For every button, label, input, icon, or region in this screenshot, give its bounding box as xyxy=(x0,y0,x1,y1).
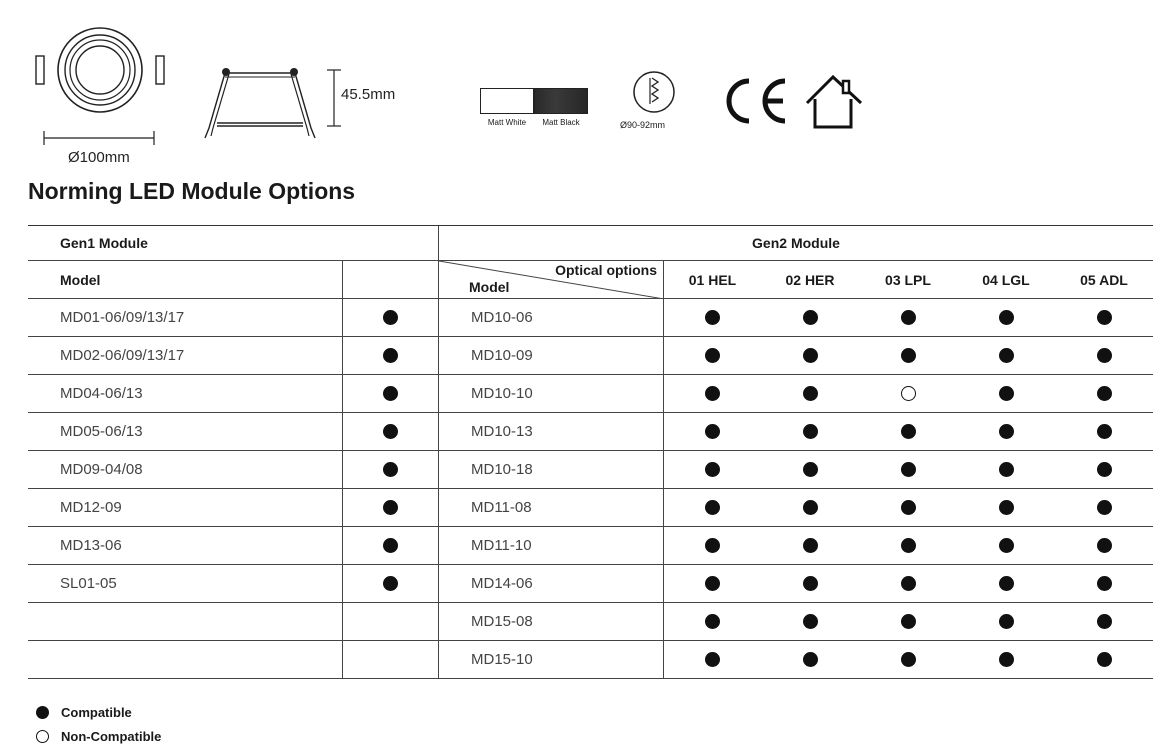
compatible-dot-icon xyxy=(999,576,1014,591)
compatible-dot-icon xyxy=(705,576,720,591)
compatible-dot-icon xyxy=(803,652,818,667)
gen2-model-cell: MD10-10 xyxy=(438,375,663,412)
legend-compatible xyxy=(36,700,161,724)
compatible-dot-icon xyxy=(1097,348,1112,363)
compatible-dot-icon xyxy=(383,462,398,477)
gen1-compat-header xyxy=(342,261,438,298)
option-compat-cell xyxy=(957,375,1055,412)
compatible-dot-icon xyxy=(901,462,916,477)
gen1-model-cell xyxy=(28,641,342,678)
top-view-drawing-icon xyxy=(30,18,170,158)
compatible-dot-icon xyxy=(803,614,818,629)
option-compat-cell xyxy=(859,489,957,526)
gen1-model-cell: MD12-09 xyxy=(60,499,122,516)
table-row xyxy=(28,565,1153,603)
option-compat-cell xyxy=(957,451,1055,488)
option-compat-cell xyxy=(663,641,761,678)
option-compat-cell xyxy=(859,413,957,450)
compatible-dot-icon xyxy=(999,386,1014,401)
table-row xyxy=(28,641,1153,679)
table-row xyxy=(28,299,1153,337)
legend-non-compatible-label: Non-Compatible xyxy=(61,728,162,744)
compatible-dot-icon xyxy=(1097,614,1112,629)
gen1-model-cell: MD04-06/13 xyxy=(60,385,143,402)
compatible-dot-icon xyxy=(999,538,1014,553)
compatible-dot-icon xyxy=(901,538,916,553)
gen2-model-cell: MD10-18 xyxy=(438,451,663,488)
compatible-dot-icon xyxy=(1097,462,1112,477)
gen1-compat-cell xyxy=(342,375,438,412)
compatible-dot-icon xyxy=(705,652,720,667)
table-row xyxy=(28,603,1153,641)
compatible-dot-icon xyxy=(803,500,818,515)
gen1-model-cell: MD05-06/13 xyxy=(60,423,143,440)
finish-label-white: Matt White xyxy=(487,118,527,127)
compatible-dot-icon xyxy=(705,462,720,477)
option-compat-cell xyxy=(1055,337,1153,374)
option-compat-cell xyxy=(663,565,761,602)
gen1-compat-cell xyxy=(342,565,438,602)
compatible-dot-icon xyxy=(803,576,818,591)
gen1-model-header: Model xyxy=(60,271,101,288)
compatible-dot-icon xyxy=(999,500,1014,515)
compatible-dot-icon xyxy=(383,500,398,515)
option-compat-cell xyxy=(859,451,957,488)
option-compat-cell xyxy=(859,565,957,602)
gen2-model-header: Model xyxy=(469,279,510,295)
option-compat-cell xyxy=(761,299,859,336)
page-title: Norming LED Module Options xyxy=(28,178,356,204)
compatible-dot-icon xyxy=(705,500,720,515)
compatible-dot-icon xyxy=(383,538,398,553)
option-compat-cell xyxy=(663,489,761,526)
option-compat-cell xyxy=(1055,641,1153,678)
option-compat-cell xyxy=(957,641,1055,678)
gen2-model-cell: MD10-13 xyxy=(438,413,663,450)
indoor-use-icon xyxy=(803,73,865,131)
option-compat-cell xyxy=(761,337,859,374)
gen2-model-cell: MD15-08 xyxy=(438,603,663,640)
diameter-label: Ø100mm xyxy=(68,149,130,166)
option-compat-cell xyxy=(1055,489,1153,526)
gen2-model-cell: MD11-10 xyxy=(438,527,663,564)
option-header: 05 ADL xyxy=(1080,271,1128,288)
table-body xyxy=(28,299,1153,679)
gen2-model-cell: MD10-06 xyxy=(438,299,663,336)
compatible-dot-icon xyxy=(803,424,818,439)
compatible-dot-icon xyxy=(705,310,720,325)
finish-label-black: Matt Black xyxy=(542,118,580,127)
option-compat-cell xyxy=(957,337,1055,374)
table-row xyxy=(28,337,1153,375)
compatible-dot-icon xyxy=(901,576,916,591)
module-options-table xyxy=(28,225,1153,679)
compatible-dot-icon xyxy=(1097,652,1112,667)
compatible-dot-icon xyxy=(383,310,398,325)
compatible-dot-icon xyxy=(999,424,1014,439)
option-header: 01 HEL xyxy=(663,261,761,298)
option-compat-cell xyxy=(761,641,859,678)
table-row xyxy=(28,413,1153,451)
option-compat-cell xyxy=(859,375,957,412)
gen1-compat-cell xyxy=(342,299,438,336)
height-label: 45.5mm xyxy=(341,86,396,103)
side-view-drawing-icon xyxy=(195,58,345,148)
option-compat-cell xyxy=(761,451,859,488)
option-compat-cell xyxy=(1055,299,1153,336)
option-compat-cell xyxy=(761,375,859,412)
option-compat-cell xyxy=(663,375,761,412)
product-drawings xyxy=(0,0,1160,170)
gen1-compat-cell xyxy=(342,527,438,564)
compatible-dot-icon xyxy=(383,348,398,363)
option-compat-cell xyxy=(957,603,1055,640)
option-compat-cell xyxy=(1055,375,1153,412)
table-column-header xyxy=(28,261,1153,299)
gen1-compat-cell xyxy=(342,337,438,374)
finish-swatches xyxy=(480,88,590,127)
table-row xyxy=(28,527,1153,565)
option-compat-cell xyxy=(1055,413,1153,450)
open-dot-icon xyxy=(36,730,49,743)
option-header: 03 LPL xyxy=(885,271,931,288)
ce-mark-icon xyxy=(715,76,795,126)
gen1-model-cell: MD09-04/08 xyxy=(60,461,143,478)
compatible-dot-icon xyxy=(901,310,916,325)
option-compat-cell xyxy=(663,413,761,450)
option-compat-cell xyxy=(761,413,859,450)
compatible-dot-icon xyxy=(901,500,916,515)
compatible-dot-icon xyxy=(901,424,916,439)
compatible-dot-icon xyxy=(1097,500,1112,515)
compatible-dot-icon xyxy=(383,386,398,401)
legend-compatible-label: Compatible xyxy=(61,704,132,720)
option-header: 02 HER xyxy=(785,271,835,288)
compatible-dot-icon xyxy=(999,348,1014,363)
gen1-header: Gen1 Module xyxy=(60,235,148,251)
option-compat-cell xyxy=(957,413,1055,450)
compatible-dot-icon xyxy=(803,386,818,401)
compatible-dot-icon xyxy=(705,538,720,553)
matt-black-swatch xyxy=(534,88,588,114)
option-compat-cell xyxy=(859,603,957,640)
gen1-model-cell xyxy=(28,603,342,640)
matt-white-swatch xyxy=(480,88,534,114)
compatible-dot-icon xyxy=(803,462,818,477)
compatible-dot-icon xyxy=(705,424,720,439)
option-compat-cell xyxy=(1055,565,1153,602)
table-row xyxy=(28,489,1153,527)
compatible-dot-icon xyxy=(705,386,720,401)
gen1-compat-cell xyxy=(342,641,438,678)
table-row xyxy=(28,375,1153,413)
gen2-model-cell: MD14-06 xyxy=(438,565,663,602)
option-compat-cell xyxy=(957,565,1055,602)
gen2-header: Gen2 Module xyxy=(438,226,1153,260)
table-group-header xyxy=(28,226,1153,261)
gen1-compat-cell xyxy=(342,451,438,488)
compatible-dot-icon xyxy=(999,614,1014,629)
gen2-model-cell: MD10-09 xyxy=(438,337,663,374)
filled-dot-icon xyxy=(36,706,49,719)
compatible-dot-icon xyxy=(901,348,916,363)
compatible-dot-icon xyxy=(1097,576,1112,591)
compatible-dot-icon xyxy=(383,424,398,439)
gen2-model-cell: MD15-10 xyxy=(438,641,663,678)
cutout-label: Ø90-92mm xyxy=(620,120,666,130)
compatible-dot-icon xyxy=(803,310,818,325)
table-row xyxy=(28,451,1153,489)
option-compat-cell xyxy=(859,337,957,374)
option-compat-cell xyxy=(859,527,957,564)
option-compat-cell xyxy=(859,299,957,336)
compatible-dot-icon xyxy=(999,652,1014,667)
compatible-dot-icon xyxy=(705,614,720,629)
compatible-dot-icon xyxy=(999,462,1014,477)
option-compat-cell xyxy=(761,489,859,526)
compatible-dot-icon xyxy=(1097,538,1112,553)
option-compat-cell xyxy=(1055,451,1153,488)
option-compat-cell xyxy=(663,527,761,564)
option-compat-cell xyxy=(761,565,859,602)
compatible-dot-icon xyxy=(999,310,1014,325)
option-compat-cell xyxy=(663,299,761,336)
option-compat-cell xyxy=(761,603,859,640)
option-compat-cell xyxy=(1055,527,1153,564)
compatible-dot-icon xyxy=(383,576,398,591)
legend-non-compatible xyxy=(36,724,161,748)
gen1-compat-cell xyxy=(342,489,438,526)
optical-options-label: Optical options xyxy=(555,262,657,278)
compatible-dot-icon xyxy=(901,614,916,629)
non-compatible-dot-icon xyxy=(901,386,916,401)
cutout-icon xyxy=(630,70,680,120)
option-compat-cell xyxy=(957,527,1055,564)
legend xyxy=(36,700,161,748)
option-compat-cell xyxy=(663,337,761,374)
option-compat-cell xyxy=(663,603,761,640)
compatible-dot-icon xyxy=(705,348,720,363)
diagonal-header xyxy=(438,261,663,298)
option-compat-cell xyxy=(859,641,957,678)
option-compat-cell xyxy=(663,451,761,488)
option-compat-cell xyxy=(1055,603,1153,640)
compatible-dot-icon xyxy=(803,348,818,363)
compatible-dot-icon xyxy=(901,652,916,667)
option-compat-cell xyxy=(957,299,1055,336)
option-compat-cell xyxy=(957,489,1055,526)
gen1-compat-cell xyxy=(342,413,438,450)
gen2-model-cell: MD11-08 xyxy=(438,489,663,526)
option-header: 04 LGL xyxy=(982,271,1030,288)
compatible-dot-icon xyxy=(1097,310,1112,325)
gen1-compat-cell xyxy=(342,603,438,640)
compatible-dot-icon xyxy=(803,538,818,553)
option-compat-cell xyxy=(761,527,859,564)
gen1-model-cell: SL01-05 xyxy=(60,575,117,592)
gen1-model-cell: MD13-06 xyxy=(60,537,122,554)
compatible-dot-icon xyxy=(1097,424,1112,439)
compatible-dot-icon xyxy=(1097,386,1112,401)
gen1-model-cell: MD02-06/09/13/17 xyxy=(60,347,185,364)
gen1-model-cell: MD01-06/09/13/17 xyxy=(60,309,185,326)
